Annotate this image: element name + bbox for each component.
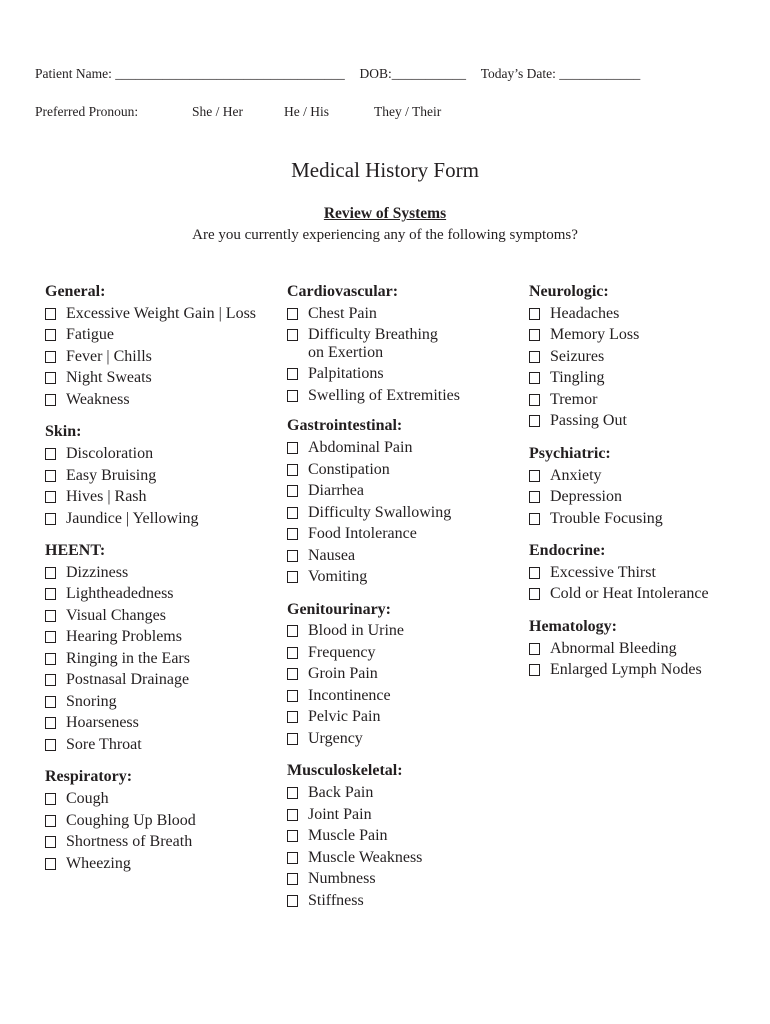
checkbox[interactable] xyxy=(287,873,298,885)
symptom-item-vomiting xyxy=(287,566,522,588)
group-heading: Neurologic: xyxy=(529,283,609,300)
checkbox[interactable] xyxy=(287,442,298,454)
symptom-item-frequency xyxy=(287,642,522,664)
symptom-item-excessive-weight-gain-loss xyxy=(45,303,280,325)
symptom-label: Frequency xyxy=(308,643,376,661)
symptom-item-postnasal-drainage xyxy=(45,669,280,691)
group-heading: Hematology: xyxy=(529,617,617,635)
symptom-item-coughing-up-blood xyxy=(45,810,280,832)
symptom-item-lightheadedness xyxy=(45,583,280,605)
symptom-group-skin xyxy=(45,421,280,529)
checkbox[interactable] xyxy=(529,491,540,503)
symptom-label: Postnasal Drainage xyxy=(66,671,190,689)
checkbox[interactable] xyxy=(287,852,298,864)
symptom-item-groin-pain xyxy=(287,663,522,685)
symptom-label: Blood in Urine xyxy=(308,622,404,640)
symptom-label: Excessive Thirst xyxy=(550,563,656,581)
checkbox[interactable] xyxy=(45,351,56,363)
form-title: Medical History Form xyxy=(291,158,479,182)
symptom-label: Food Intolerance xyxy=(308,525,417,543)
symptom-item-blood-in-urine xyxy=(287,620,522,642)
symptom-group-gastrointestinal xyxy=(287,415,522,587)
checkbox[interactable] xyxy=(45,631,56,643)
symptom-item-enlarged-lymph-nodes xyxy=(529,659,764,681)
symptom-item-tremor xyxy=(529,389,764,411)
checkbox[interactable] xyxy=(45,610,56,622)
checkbox[interactable] xyxy=(45,717,56,729)
symptom-item-diarrhea xyxy=(287,480,522,502)
symptom-group-hematology xyxy=(529,616,764,681)
symptom-label: Cold or Heat Intolerance xyxy=(550,585,709,603)
symptom-label: Palpitations xyxy=(308,365,384,383)
symptoms-column-3 xyxy=(529,281,764,681)
symptom-item-headaches xyxy=(529,303,764,325)
symptom-item-cold-or-heat-intolerance xyxy=(529,583,764,605)
symptom-item-visual-changes xyxy=(45,605,280,627)
symptom-group-psychiatric xyxy=(529,443,764,529)
symptom-item-night-sweats xyxy=(45,367,280,389)
checkbox[interactable] xyxy=(287,550,298,562)
section-title: Review of Systems xyxy=(323,205,447,222)
checkbox[interactable] xyxy=(45,491,56,503)
symptom-item-tingling xyxy=(529,367,764,389)
symptom-label: Constipation xyxy=(308,460,390,478)
checkbox[interactable] xyxy=(529,329,540,341)
checkbox[interactable] xyxy=(45,372,56,384)
symptom-item-numbness xyxy=(287,868,522,890)
symptom-label: Nausea xyxy=(308,546,356,564)
checkbox[interactable] xyxy=(287,895,298,907)
symptom-label: Tingling xyxy=(550,369,605,387)
pronoun-option-she[interactable]: She / Her xyxy=(192,104,243,119)
symptom-item-chest-pain xyxy=(287,303,522,325)
symptom-label: Tremor xyxy=(550,390,598,408)
symptom-item-discoloration xyxy=(45,443,280,465)
checkbox[interactable] xyxy=(45,674,56,686)
symptom-label: Fatigue xyxy=(66,326,114,344)
symptom-item-hives-rash xyxy=(45,486,280,508)
checkbox[interactable] xyxy=(45,394,56,406)
symptom-label: Lightheadedness xyxy=(66,585,174,603)
checkbox[interactable] xyxy=(45,470,56,482)
checkbox[interactable] xyxy=(529,588,540,600)
symptom-label: Muscle Weakness xyxy=(308,848,423,866)
checkbox[interactable] xyxy=(529,567,540,579)
group-heading: Cardiovascular: xyxy=(287,283,399,300)
checkbox[interactable] xyxy=(287,528,298,540)
symptom-label: Swelling of Extremities xyxy=(308,386,460,404)
symptom-item-stiffness xyxy=(287,890,522,912)
symptom-label: Difficulty Breathing on Exertion xyxy=(308,326,438,361)
checkbox[interactable] xyxy=(287,787,298,799)
symptom-label: Muscle Pain xyxy=(308,827,388,845)
pronoun-label: Preferred Pronoun: xyxy=(35,104,139,119)
group-heading: Musculoskeletal: xyxy=(287,762,403,780)
checkbox[interactable] xyxy=(287,507,298,519)
symptom-item-anxiety xyxy=(529,465,764,487)
symptom-label: Numbness xyxy=(308,870,376,888)
checkbox[interactable] xyxy=(45,739,56,751)
symptom-item-ringing-in-the-ears xyxy=(45,648,280,670)
symptoms-column-2 xyxy=(287,281,522,911)
checkbox[interactable] xyxy=(45,513,56,525)
checkbox[interactable] xyxy=(287,711,298,723)
symptom-label: Coughing Up Blood xyxy=(66,811,196,829)
symptom-label: Dizziness xyxy=(66,563,129,581)
symptom-item-joint-pain xyxy=(287,804,522,826)
symptom-item-sore-throat xyxy=(45,734,280,756)
symptom-label: Excessive Weight Gain | Loss xyxy=(66,304,257,322)
checkbox[interactable] xyxy=(287,308,298,320)
group-heading: Endocrine: xyxy=(529,542,606,560)
group-heading: Respiratory: xyxy=(45,768,133,786)
symptom-label: Sore Throat xyxy=(66,735,142,753)
patient-name-field[interactable]: Patient Name: __________________________________ xyxy=(35,66,345,81)
checkbox[interactable] xyxy=(287,809,298,821)
symptom-label: Difficulty Swallowing xyxy=(308,503,452,521)
symptom-label: Memory Loss xyxy=(550,326,640,344)
checkbox[interactable] xyxy=(45,836,56,848)
symptom-label: Ringing in the Ears xyxy=(66,649,190,667)
checkbox[interactable] xyxy=(529,394,540,406)
checkbox[interactable] xyxy=(287,830,298,842)
symptom-label: Abnormal Bleeding xyxy=(550,639,677,657)
pronoun-option-he[interactable]: He / His xyxy=(284,104,329,119)
symptom-item-nausea xyxy=(287,545,522,567)
symptom-label: Groin Pain xyxy=(308,665,378,683)
symptoms-column-1 xyxy=(45,281,280,874)
symptom-item-abdominal-pain xyxy=(287,437,522,459)
checkbox[interactable] xyxy=(45,858,56,870)
symptom-item-incontinence xyxy=(287,685,522,707)
group-heading: Gastrointestinal: xyxy=(287,417,403,435)
symptom-item-easy-bruising xyxy=(45,465,280,487)
checkbox[interactable] xyxy=(529,372,540,384)
symptom-item-weakness xyxy=(45,389,280,411)
symptom-item-trouble-focusing xyxy=(529,508,764,530)
symptom-label: Depression xyxy=(550,488,622,506)
checkbox[interactable] xyxy=(529,308,540,320)
checkbox[interactable] xyxy=(45,567,56,579)
symptom-item-muscle-pain xyxy=(287,825,522,847)
checkbox[interactable] xyxy=(287,647,298,659)
symptom-item-abnormal-bleeding xyxy=(529,638,764,660)
checkbox[interactable] xyxy=(45,448,56,460)
symptom-group-heent xyxy=(45,540,280,755)
symptom-item-back-pain xyxy=(287,782,522,804)
symptom-item-shortness-of-breath xyxy=(45,831,280,853)
group-heading: General: xyxy=(45,283,106,300)
symptom-item-dizziness xyxy=(45,562,280,584)
symptom-label: Fever | Chills xyxy=(66,347,152,365)
symptoms-question: Are you currently experiencing any of the following symptoms? xyxy=(192,227,578,243)
checkbox[interactable] xyxy=(529,664,540,676)
symptom-item-difficulty-breathing-on-exertion xyxy=(287,324,522,363)
checkbox[interactable] xyxy=(529,415,540,427)
symptom-item-seizures xyxy=(529,346,764,368)
symptom-group-cardiovascular xyxy=(287,281,522,406)
symptom-group-genitourinary xyxy=(287,599,522,750)
symptom-item-palpitations xyxy=(287,363,522,385)
symptom-group-musculoskeletal xyxy=(287,760,522,911)
pronoun-row xyxy=(35,104,442,120)
symptom-label: Joint Pain xyxy=(308,805,372,823)
symptom-item-excessive-thirst xyxy=(529,562,764,584)
checkbox[interactable] xyxy=(45,815,56,827)
symptom-label: Hoarseness xyxy=(66,714,139,732)
symptom-item-hearing-problems xyxy=(45,626,280,648)
symptom-group-endocrine xyxy=(529,540,764,605)
symptom-item-swelling-of-extremities xyxy=(287,385,522,407)
symptom-label: Pelvic Pain xyxy=(308,708,381,726)
checkbox[interactable] xyxy=(287,485,298,497)
group-heading: Skin: xyxy=(45,423,82,441)
symptom-item-urgency xyxy=(287,728,522,750)
symptom-item-fatigue xyxy=(45,324,280,346)
symptom-label: Jaundice | Yellowing xyxy=(66,509,199,527)
symptom-item-cough xyxy=(45,788,280,810)
symptom-item-food-intolerance xyxy=(287,523,522,545)
checkbox[interactable] xyxy=(45,653,56,665)
symptom-label: Wheezing xyxy=(66,854,131,872)
symptom-item-fever-chills xyxy=(45,346,280,368)
symptom-label: Hives | Rash xyxy=(66,488,147,506)
checkbox[interactable] xyxy=(529,513,540,525)
group-heading: HEENT: xyxy=(45,542,106,560)
symptom-label: Discoloration xyxy=(66,445,154,463)
symptom-item-memory-loss xyxy=(529,324,764,346)
todays-date-field[interactable]: Today’s Date: ____________ xyxy=(480,66,641,81)
symptom-label: Back Pain xyxy=(308,784,374,802)
symptom-item-hoarseness xyxy=(45,712,280,734)
symptom-label: Easy Bruising xyxy=(66,466,157,484)
group-heading: Genitourinary: xyxy=(287,600,391,618)
symptom-label: Urgency xyxy=(308,729,363,747)
checkbox[interactable] xyxy=(287,733,298,745)
symptom-label: Snoring xyxy=(66,692,117,710)
checkbox[interactable] xyxy=(529,470,540,482)
symptom-label: Trouble Focusing xyxy=(550,509,663,527)
symptom-item-constipation xyxy=(287,459,522,481)
checkbox[interactable] xyxy=(529,351,540,363)
symptom-group-general xyxy=(45,281,280,410)
checkbox[interactable] xyxy=(287,464,298,476)
symptom-item-muscle-weakness xyxy=(287,847,522,869)
group-heading: Psychiatric: xyxy=(529,444,611,462)
symptom-label: Seizures xyxy=(550,347,605,365)
symptom-item-depression xyxy=(529,486,764,508)
dob-field[interactable]: DOB:___________ xyxy=(359,66,466,81)
checkbox[interactable] xyxy=(287,690,298,702)
symptom-label: Chest Pain xyxy=(308,304,377,322)
symptom-item-difficulty-swallowing xyxy=(287,502,522,524)
checkbox[interactable] xyxy=(45,793,56,805)
symptom-label: Weakness xyxy=(66,390,130,408)
symptom-label: Diarrhea xyxy=(308,482,364,500)
symptom-label: Anxiety xyxy=(550,466,602,484)
symptom-label: Hearing Problems xyxy=(66,628,182,646)
checkbox[interactable] xyxy=(287,625,298,637)
symptom-item-passing-out xyxy=(529,410,764,432)
symptom-label: Vomiting xyxy=(308,568,368,586)
symptom-label: Night Sweats xyxy=(66,369,152,387)
checkbox[interactable] xyxy=(45,588,56,600)
symptom-item-jaundice-yellowing xyxy=(45,508,280,530)
symptom-label: Headaches xyxy=(550,304,620,322)
checkbox[interactable] xyxy=(287,368,298,380)
patient-info-row xyxy=(35,66,640,82)
symptom-label: Abdominal Pain xyxy=(308,439,413,457)
symptom-group-neurologic xyxy=(529,281,764,432)
symptom-label: Incontinence xyxy=(308,686,391,704)
symptom-label: Cough xyxy=(66,790,109,808)
symptom-group-respiratory xyxy=(45,766,280,874)
symptom-label: Passing Out xyxy=(550,412,627,430)
checkbox[interactable] xyxy=(287,571,298,583)
symptom-item-pelvic-pain xyxy=(287,706,522,728)
symptom-item-wheezing xyxy=(45,853,280,875)
symptom-label: Shortness of Breath xyxy=(66,833,193,851)
symptom-label: Enlarged Lymph Nodes xyxy=(550,661,702,679)
checkbox[interactable] xyxy=(287,668,298,680)
symptom-item-snoring xyxy=(45,691,280,713)
symptom-label: Visual Changes xyxy=(66,606,166,624)
checkbox[interactable] xyxy=(45,308,56,320)
checkbox[interactable] xyxy=(45,329,56,341)
symptom-label: Stiffness xyxy=(308,891,364,909)
pronoun-option-they[interactable]: They / Their xyxy=(374,104,442,119)
checkbox[interactable] xyxy=(287,390,298,402)
checkbox[interactable] xyxy=(287,329,298,341)
checkbox[interactable] xyxy=(529,643,540,655)
checkbox[interactable] xyxy=(45,696,56,708)
